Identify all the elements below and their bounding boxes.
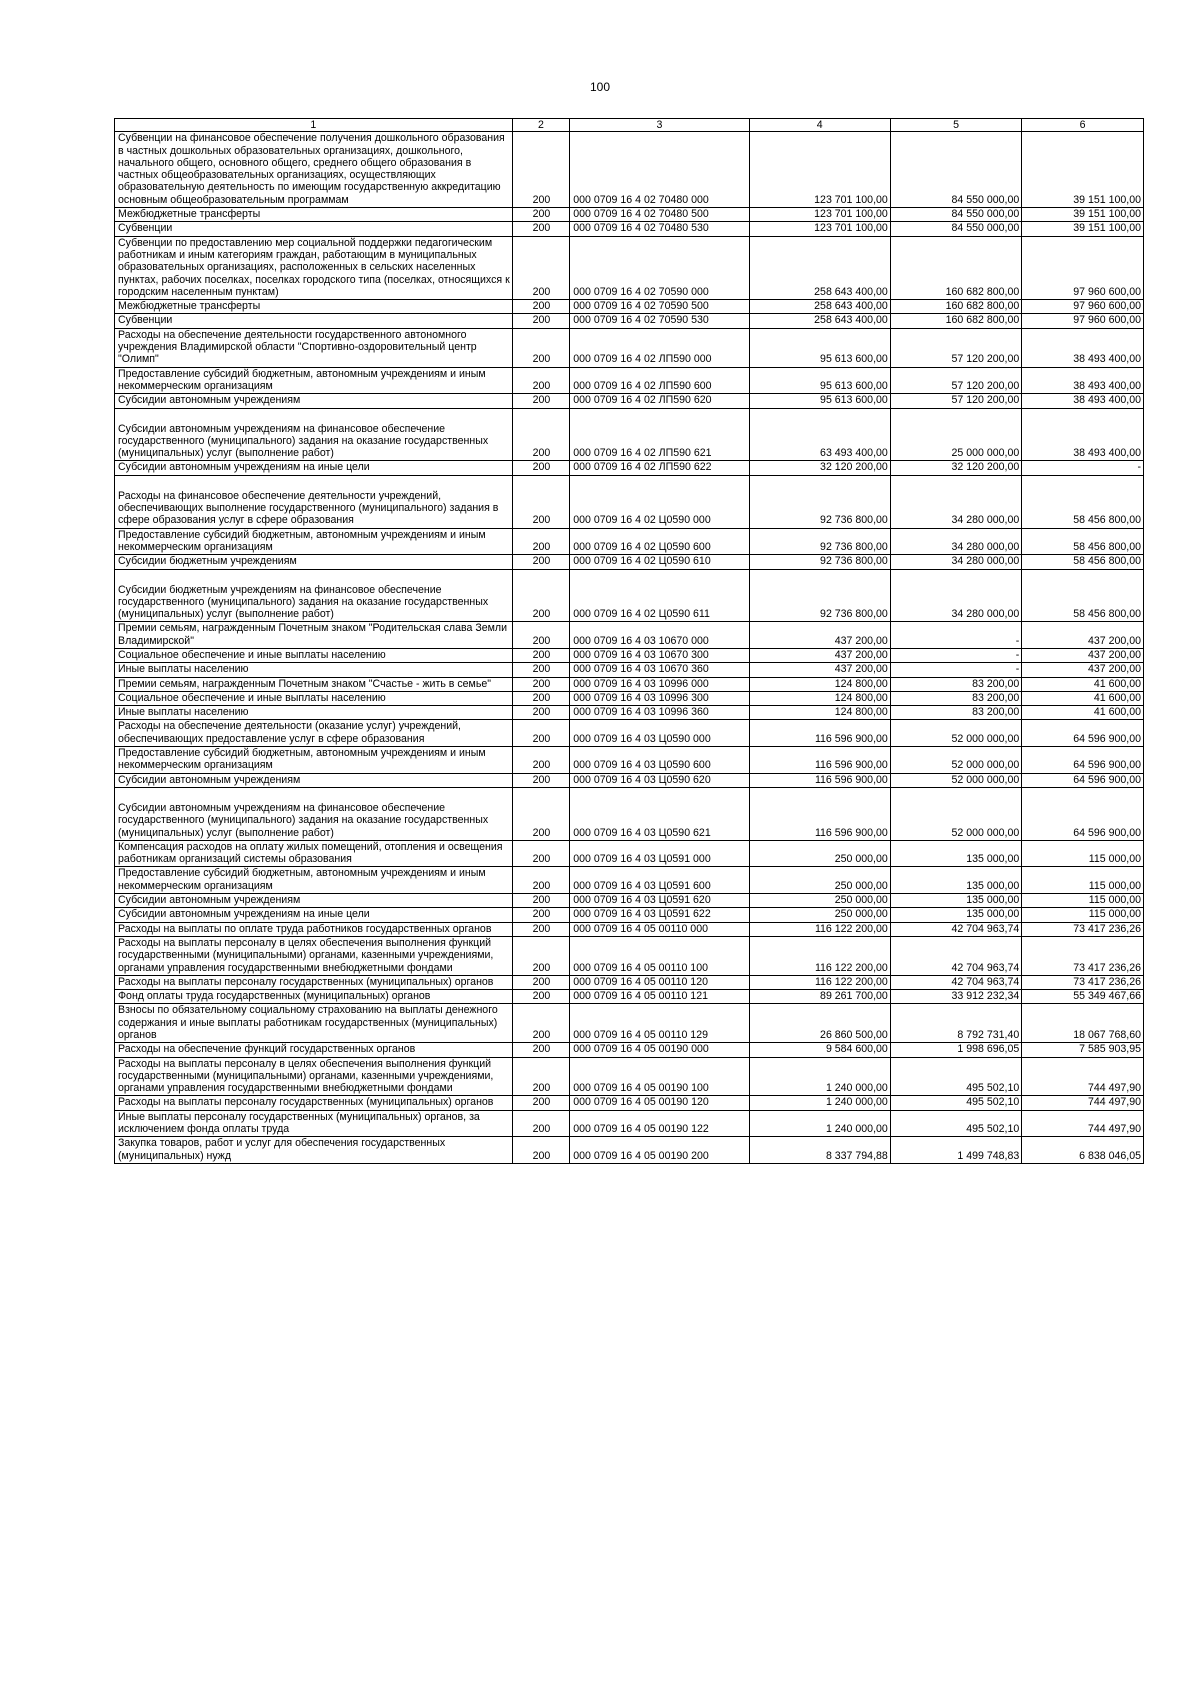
row-description: Закупка товаров, работ и услуг для обеспечения государственных (муниципальных) нужд xyxy=(115,1137,513,1164)
row-budget-code: 000 0709 16 4 05 00190 120 xyxy=(570,1096,749,1110)
row-amount-col6: 18 067 768,60 xyxy=(1022,1004,1144,1043)
column-header-4: 4 xyxy=(749,119,890,132)
row-amount-col5: - xyxy=(890,648,1021,662)
row-amount-col4: 92 736 800,00 xyxy=(749,528,890,555)
table-row xyxy=(115,236,1144,299)
row-budget-code: 000 0709 16 4 05 00190 100 xyxy=(570,1057,749,1096)
row-amount-col4: 9 584 600,00 xyxy=(749,1043,890,1057)
row-amount-col6: 41 600,00 xyxy=(1022,706,1144,720)
table-row xyxy=(115,787,1144,840)
row-code-200: 200 xyxy=(512,475,570,528)
row-description: Иные выплаты персоналу государственных (муниципальных) органов, за исключением фонда оплаты труда xyxy=(115,1110,513,1137)
row-budget-code: 000 0709 16 4 02 70590 500 xyxy=(570,300,749,314)
row-amount-col5: 160 682 800,00 xyxy=(890,300,1021,314)
table-row xyxy=(115,314,1144,328)
row-amount-col6: 64 596 900,00 xyxy=(1022,787,1144,840)
row-amount-col4: 124 800,00 xyxy=(749,691,890,705)
row-description: Субсидии автономным учреждениям на иные цели xyxy=(115,908,513,922)
row-amount-col4: 437 200,00 xyxy=(749,622,890,649)
row-amount-col6: 6 838 046,05 xyxy=(1022,1137,1144,1164)
row-budget-code: 000 0709 16 4 02 Ц0590 000 xyxy=(570,475,749,528)
row-amount-col4: 116 596 900,00 xyxy=(749,773,890,787)
row-code-200: 200 xyxy=(512,663,570,677)
row-description: Взносы по обязательному социальному страхованию на выплаты денежного содержания и иные выплаты работникам государственных (муниципальных) органов xyxy=(115,1004,513,1043)
row-code-200: 200 xyxy=(512,236,570,299)
row-amount-col5: 495 502,10 xyxy=(890,1057,1021,1096)
row-description: Фонд оплаты труда государственных (муниципальных) органов xyxy=(115,990,513,1004)
row-amount-col6: 41 600,00 xyxy=(1022,677,1144,691)
row-description: Субсидии автономным учреждениям xyxy=(115,894,513,908)
table-row xyxy=(115,1137,1144,1164)
row-amount-col6: 744 497,90 xyxy=(1022,1057,1144,1096)
row-description: Расходы на выплаты персоналу в целях обеспечения выполнения функций государственными (муниципальными) органами, казенными учреждениями, органами управления государственными внебюджетными фондами xyxy=(115,936,513,975)
row-description: Иные выплаты населению xyxy=(115,706,513,720)
row-description: Субвенции xyxy=(115,314,513,328)
row-code-200: 200 xyxy=(512,922,570,936)
row-amount-col5: 135 000,00 xyxy=(890,867,1021,894)
row-amount-col4: 26 860 500,00 xyxy=(749,1004,890,1043)
row-amount-col4: 116 122 200,00 xyxy=(749,975,890,989)
table-row xyxy=(115,894,1144,908)
row-code-200: 200 xyxy=(512,867,570,894)
row-description: Субсидии автономным учреждениям на финансовое обеспечение государственного (муниципального) задания на оказание государственных (муниципальных) услуг (выполнение работ) xyxy=(115,787,513,840)
row-amount-col5: 8 792 731,40 xyxy=(890,1004,1021,1043)
row-code-200: 200 xyxy=(512,990,570,1004)
row-code-200: 200 xyxy=(512,208,570,222)
row-code-200: 200 xyxy=(512,461,570,475)
row-budget-code: 000 0709 16 4 05 00110 120 xyxy=(570,975,749,989)
row-amount-col5: 160 682 800,00 xyxy=(890,314,1021,328)
row-amount-col4: 116 122 200,00 xyxy=(749,936,890,975)
row-amount-col5: 495 502,10 xyxy=(890,1110,1021,1137)
row-amount-col4: 124 800,00 xyxy=(749,706,890,720)
row-amount-col6: 58 456 800,00 xyxy=(1022,475,1144,528)
row-amount-col5: 135 000,00 xyxy=(890,908,1021,922)
row-code-200: 200 xyxy=(512,773,570,787)
row-amount-col4: 32 120 200,00 xyxy=(749,461,890,475)
row-code-200: 200 xyxy=(512,1137,570,1164)
row-amount-col6: 744 497,90 xyxy=(1022,1096,1144,1110)
row-amount-col5: 83 200,00 xyxy=(890,691,1021,705)
table-row xyxy=(115,622,1144,649)
table-body xyxy=(115,132,1144,1164)
row-amount-col5: 52 000 000,00 xyxy=(890,773,1021,787)
row-amount-col6: 744 497,90 xyxy=(1022,1110,1144,1137)
row-amount-col4: 95 613 600,00 xyxy=(749,328,890,367)
row-code-200: 200 xyxy=(512,622,570,649)
row-budget-code: 000 0709 16 4 03 Ц0591 000 xyxy=(570,840,749,867)
row-code-200: 200 xyxy=(512,222,570,236)
row-amount-col6: 64 596 900,00 xyxy=(1022,720,1144,747)
table-row xyxy=(115,461,1144,475)
table-row xyxy=(115,975,1144,989)
row-description: Субсидии автономным учреждениям на финансовое обеспечение государственного (муниципального) задания на оказание государственных (муниципальных) услуг (выполнение работ) xyxy=(115,408,513,461)
row-budget-code: 000 0709 16 4 03 10996 360 xyxy=(570,706,749,720)
row-description: Расходы на выплаты персоналу государственных (муниципальных) органов xyxy=(115,1096,513,1110)
row-budget-code: 000 0709 16 4 03 Ц0591 622 xyxy=(570,908,749,922)
row-amount-col6: 58 456 800,00 xyxy=(1022,528,1144,555)
table-row xyxy=(115,1057,1144,1096)
row-code-200: 200 xyxy=(512,677,570,691)
table-row xyxy=(115,328,1144,367)
row-amount-col6: 73 417 236,26 xyxy=(1022,936,1144,975)
table-row xyxy=(115,773,1144,787)
row-description: Иные выплаты населению xyxy=(115,663,513,677)
table-row xyxy=(115,663,1144,677)
table-row xyxy=(115,720,1144,747)
row-budget-code: 000 0709 16 4 05 00110 121 xyxy=(570,990,749,1004)
row-code-200: 200 xyxy=(512,720,570,747)
row-description: Премии семьям, награжденным Почетным знаком "Родительская слава Земли Владимирской" xyxy=(115,622,513,649)
row-description: Субсидии бюджетным учреждениям xyxy=(115,555,513,569)
row-amount-col4: 250 000,00 xyxy=(749,867,890,894)
table-row xyxy=(115,555,1144,569)
row-amount-col5: 52 000 000,00 xyxy=(890,747,1021,774)
row-budget-code: 000 0709 16 4 02 Ц0590 600 xyxy=(570,528,749,555)
row-description: Субсидии автономным учреждениям xyxy=(115,394,513,408)
row-budget-code: 000 0709 16 4 02 Ц0590 611 xyxy=(570,569,749,622)
table-row xyxy=(115,475,1144,528)
row-amount-col4: 258 643 400,00 xyxy=(749,300,890,314)
row-amount-col5: 83 200,00 xyxy=(890,677,1021,691)
table-row xyxy=(115,367,1144,394)
row-amount-col5: 33 912 232,34 xyxy=(890,990,1021,1004)
row-amount-col6: 437 200,00 xyxy=(1022,663,1144,677)
row-amount-col5: 57 120 200,00 xyxy=(890,394,1021,408)
row-amount-col5: - xyxy=(890,663,1021,677)
table-row xyxy=(115,747,1144,774)
row-code-200: 200 xyxy=(512,1004,570,1043)
row-budget-code: 000 0709 16 4 03 10670 300 xyxy=(570,648,749,662)
row-budget-code: 000 0709 16 4 02 ЛП590 620 xyxy=(570,394,749,408)
row-code-200: 200 xyxy=(512,1110,570,1137)
row-amount-col4: 437 200,00 xyxy=(749,648,890,662)
row-amount-col5: 83 200,00 xyxy=(890,706,1021,720)
table-row xyxy=(115,936,1144,975)
row-budget-code: 000 0709 16 4 05 00190 000 xyxy=(570,1043,749,1057)
row-budget-code: 000 0709 16 4 05 00110 000 xyxy=(570,922,749,936)
row-amount-col5: 135 000,00 xyxy=(890,840,1021,867)
row-description: Расходы на выплаты по оплате труда работников государственных органов xyxy=(115,922,513,936)
row-amount-col6: 115 000,00 xyxy=(1022,867,1144,894)
header-row xyxy=(115,119,1144,132)
row-budget-code: 000 0709 16 4 02 70480 000 xyxy=(570,132,749,208)
row-amount-col6: 38 493 400,00 xyxy=(1022,328,1144,367)
table-row xyxy=(115,394,1144,408)
row-amount-col6: 39 151 100,00 xyxy=(1022,222,1144,236)
row-amount-col6: 38 493 400,00 xyxy=(1022,408,1144,461)
row-amount-col4: 92 736 800,00 xyxy=(749,555,890,569)
row-amount-col6: 64 596 900,00 xyxy=(1022,747,1144,774)
row-amount-col6: 58 456 800,00 xyxy=(1022,555,1144,569)
row-amount-col5: 57 120 200,00 xyxy=(890,367,1021,394)
row-amount-col6: 55 349 467,66 xyxy=(1022,990,1144,1004)
row-code-200: 200 xyxy=(512,787,570,840)
row-budget-code: 000 0709 16 4 02 Ц0590 610 xyxy=(570,555,749,569)
row-amount-col5: 160 682 800,00 xyxy=(890,236,1021,299)
row-description: Предоставление субсидий бюджетным, автономным учреждениям и иным некоммерческим организациям xyxy=(115,867,513,894)
row-amount-col5: 84 550 000,00 xyxy=(890,222,1021,236)
column-header-1: 1 xyxy=(115,119,513,132)
page-number: 100 xyxy=(589,80,611,94)
table-row xyxy=(115,677,1144,691)
table-row xyxy=(115,132,1144,208)
row-amount-col5: 34 280 000,00 xyxy=(890,555,1021,569)
row-budget-code: 000 0709 16 4 02 ЛП590 621 xyxy=(570,408,749,461)
row-amount-col6: 58 456 800,00 xyxy=(1022,569,1144,622)
row-budget-code: 000 0709 16 4 05 00110 100 xyxy=(570,936,749,975)
row-code-200: 200 xyxy=(512,300,570,314)
row-amount-col4: 1 240 000,00 xyxy=(749,1110,890,1137)
row-amount-col4: 116 596 900,00 xyxy=(749,720,890,747)
row-description: Премии семьям, награжденным Почетным знаком "Счастье - жить в семье" xyxy=(115,677,513,691)
row-amount-col4: 95 613 600,00 xyxy=(749,394,890,408)
row-budget-code: 000 0709 16 4 02 70590 000 xyxy=(570,236,749,299)
row-budget-code: 000 0709 16 4 03 Ц0590 620 xyxy=(570,773,749,787)
row-budget-code: 000 0709 16 4 03 Ц0590 000 xyxy=(570,720,749,747)
row-budget-code: 000 0709 16 4 02 ЛП590 622 xyxy=(570,461,749,475)
row-budget-code: 000 0709 16 4 02 70480 530 xyxy=(570,222,749,236)
row-amount-col4: 258 643 400,00 xyxy=(749,314,890,328)
row-amount-col6: - xyxy=(1022,461,1144,475)
table-row xyxy=(115,300,1144,314)
row-amount-col6: 73 417 236,26 xyxy=(1022,922,1144,936)
row-description: Субсидии автономным учреждениям на иные цели xyxy=(115,461,513,475)
row-description: Субсидии автономным учреждениям xyxy=(115,773,513,787)
row-amount-col5: 57 120 200,00 xyxy=(890,328,1021,367)
row-amount-col4: 95 613 600,00 xyxy=(749,367,890,394)
row-budget-code: 000 0709 16 4 03 Ц0590 621 xyxy=(570,787,749,840)
row-description: Социальное обеспечение и иные выплаты населению xyxy=(115,648,513,662)
row-amount-col4: 116 122 200,00 xyxy=(749,922,890,936)
row-description: Социальное обеспечение и иные выплаты населению xyxy=(115,691,513,705)
column-header-3: 3 xyxy=(570,119,749,132)
row-amount-col4: 437 200,00 xyxy=(749,663,890,677)
row-code-200: 200 xyxy=(512,894,570,908)
row-code-200: 200 xyxy=(512,555,570,569)
row-description: Предоставление субсидий бюджетным, автономным учреждениям и иным некоммерческим организациям xyxy=(115,747,513,774)
row-budget-code: 000 0709 16 4 03 10996 300 xyxy=(570,691,749,705)
row-amount-col5: - xyxy=(890,622,1021,649)
row-budget-code: 000 0709 16 4 05 00110 129 xyxy=(570,1004,749,1043)
table-row xyxy=(115,867,1144,894)
row-amount-col4: 1 240 000,00 xyxy=(749,1096,890,1110)
row-description: Субсидии бюджетным учреждениям на финансовое обеспечение государственного (муниципального) задания на оказание государственных (муниципальных) услуг (выполнение работ) xyxy=(115,569,513,622)
column-header-6: 6 xyxy=(1022,119,1144,132)
row-code-200: 200 xyxy=(512,408,570,461)
row-amount-col6: 115 000,00 xyxy=(1022,840,1144,867)
row-amount-col6: 97 960 600,00 xyxy=(1022,236,1144,299)
row-amount-col5: 34 280 000,00 xyxy=(890,475,1021,528)
row-description: Расходы на обеспечение деятельности государственного автономного учреждения Владимирской области "Спортивно-оздоровительный центр "Олимп" xyxy=(115,328,513,367)
row-amount-col6: 97 960 600,00 xyxy=(1022,314,1144,328)
table-row xyxy=(115,222,1144,236)
row-description: Субвенции по предоставлению мер социальной поддержки педагогическим работникам и иным категориям граждан, работающим в муниципальных образовательных организациях, расположенных в сельских населенных пунктах, рабочих поселках, поселках городского типа (поселках, относящихся к городским населенным пунктам) xyxy=(115,236,513,299)
row-description: Расходы на финансовое обеспечение деятельности учреждений, обеспечивающих выполнение государственного (муниципального) задания в сфере образования услуг в сфере образования xyxy=(115,475,513,528)
row-code-200: 200 xyxy=(512,975,570,989)
row-amount-col4: 8 337 794,88 xyxy=(749,1137,890,1164)
row-budget-code: 000 0709 16 4 02 70590 530 xyxy=(570,314,749,328)
row-code-200: 200 xyxy=(512,706,570,720)
row-amount-col6: 97 960 600,00 xyxy=(1022,300,1144,314)
row-amount-col5: 42 704 963,74 xyxy=(890,975,1021,989)
row-budget-code: 000 0709 16 4 03 10670 000 xyxy=(570,622,749,649)
row-amount-col6: 64 596 900,00 xyxy=(1022,773,1144,787)
row-amount-col6: 38 493 400,00 xyxy=(1022,367,1144,394)
row-amount-col5: 25 000 000,00 xyxy=(890,408,1021,461)
table-row xyxy=(115,528,1144,555)
row-budget-code: 000 0709 16 4 03 Ц0591 620 xyxy=(570,894,749,908)
budget-table xyxy=(114,118,1144,1164)
row-amount-col5: 52 000 000,00 xyxy=(890,720,1021,747)
row-amount-col5: 495 502,10 xyxy=(890,1096,1021,1110)
table-row xyxy=(115,922,1144,936)
row-code-200: 200 xyxy=(512,840,570,867)
table-row xyxy=(115,408,1144,461)
row-code-200: 200 xyxy=(512,367,570,394)
row-amount-col4: 250 000,00 xyxy=(749,894,890,908)
row-amount-col4: 123 701 100,00 xyxy=(749,208,890,222)
row-amount-col5: 34 280 000,00 xyxy=(890,569,1021,622)
row-amount-col5: 135 000,00 xyxy=(890,894,1021,908)
row-code-200: 200 xyxy=(512,1096,570,1110)
row-budget-code: 000 0709 16 4 03 10996 000 xyxy=(570,677,749,691)
row-amount-col5: 1 998 696,05 xyxy=(890,1043,1021,1057)
row-amount-col4: 1 240 000,00 xyxy=(749,1057,890,1096)
row-description: Предоставление субсидий бюджетным, автономным учреждениям и иным некоммерческим организациям xyxy=(115,528,513,555)
row-budget-code: 000 0709 16 4 05 00190 122 xyxy=(570,1110,749,1137)
row-amount-col5: 84 550 000,00 xyxy=(890,208,1021,222)
row-code-200: 200 xyxy=(512,648,570,662)
table-row xyxy=(115,1096,1144,1110)
row-amount-col5: 42 704 963,74 xyxy=(890,936,1021,975)
row-description: Межбюджетные трансферты xyxy=(115,300,513,314)
row-amount-col6: 39 151 100,00 xyxy=(1022,132,1144,208)
row-code-200: 200 xyxy=(512,1057,570,1096)
row-amount-col4: 116 596 900,00 xyxy=(749,747,890,774)
row-code-200: 200 xyxy=(512,1043,570,1057)
row-code-200: 200 xyxy=(512,569,570,622)
row-amount-col6: 115 000,00 xyxy=(1022,908,1144,922)
row-amount-col4: 124 800,00 xyxy=(749,677,890,691)
row-amount-col4: 116 596 900,00 xyxy=(749,787,890,840)
row-amount-col4: 123 701 100,00 xyxy=(749,132,890,208)
row-amount-col4: 63 493 400,00 xyxy=(749,408,890,461)
table-row xyxy=(115,691,1144,705)
table-row xyxy=(115,990,1144,1004)
row-amount-col4: 92 736 800,00 xyxy=(749,475,890,528)
table-row xyxy=(115,648,1144,662)
row-description: Расходы на выплаты персоналу государственных (муниципальных) органов xyxy=(115,975,513,989)
row-code-200: 200 xyxy=(512,328,570,367)
row-description: Компенсация расходов на оплату жилых помещений, отопления и освещения работникам организаций системы образования xyxy=(115,840,513,867)
row-budget-code: 000 0709 16 4 03 Ц0590 600 xyxy=(570,747,749,774)
table-row xyxy=(115,569,1144,622)
row-amount-col4: 250 000,00 xyxy=(749,908,890,922)
row-amount-col6: 115 000,00 xyxy=(1022,894,1144,908)
row-description: Расходы на обеспечение функций государственных органов xyxy=(115,1043,513,1057)
row-code-200: 200 xyxy=(512,747,570,774)
row-amount-col4: 92 736 800,00 xyxy=(749,569,890,622)
row-amount-col4: 89 261 700,00 xyxy=(749,990,890,1004)
row-budget-code: 000 0709 16 4 02 ЛП590 000 xyxy=(570,328,749,367)
row-description: Субвенции на финансовое обеспечение получения дошкольного образования в частных дошкольных образовательных организациях, дошкольного, начального общего, основного общего, среднего общего образования в частных общеобразовательных организациях, осуществляющих образовательную деятельность по имеющим государственную аккредитацию основным общеобразовательным программам xyxy=(115,132,513,208)
row-budget-code: 000 0709 16 4 05 00190 200 xyxy=(570,1137,749,1164)
row-amount-col6: 437 200,00 xyxy=(1022,648,1144,662)
row-code-200: 200 xyxy=(512,528,570,555)
row-amount-col5: 34 280 000,00 xyxy=(890,528,1021,555)
column-header-5: 5 xyxy=(890,119,1021,132)
column-header-2: 2 xyxy=(512,119,570,132)
row-description: Предоставление субсидий бюджетным, автономным учреждениям и иным некоммерческим организациям xyxy=(115,367,513,394)
row-amount-col6: 73 417 236,26 xyxy=(1022,975,1144,989)
row-code-200: 200 xyxy=(512,314,570,328)
row-amount-col5: 52 000 000,00 xyxy=(890,787,1021,840)
row-amount-col5: 1 499 748,83 xyxy=(890,1137,1021,1164)
table-row xyxy=(115,706,1144,720)
row-amount-col4: 250 000,00 xyxy=(749,840,890,867)
row-amount-col6: 437 200,00 xyxy=(1022,622,1144,649)
row-amount-col6: 41 600,00 xyxy=(1022,691,1144,705)
row-amount-col4: 123 701 100,00 xyxy=(749,222,890,236)
table-row xyxy=(115,1004,1144,1043)
table-row xyxy=(115,908,1144,922)
row-code-200: 200 xyxy=(512,691,570,705)
row-amount-col5: 84 550 000,00 xyxy=(890,132,1021,208)
row-amount-col6: 38 493 400,00 xyxy=(1022,394,1144,408)
row-amount-col6: 39 151 100,00 xyxy=(1022,208,1144,222)
row-code-200: 200 xyxy=(512,132,570,208)
table-row xyxy=(115,1110,1144,1137)
row-amount-col5: 42 704 963,74 xyxy=(890,922,1021,936)
row-code-200: 200 xyxy=(512,936,570,975)
row-budget-code: 000 0709 16 4 02 70480 500 xyxy=(570,208,749,222)
table-row xyxy=(115,1043,1144,1057)
row-description: Расходы на обеспечение деятельности (оказание услуг) учреждений, обеспечивающих предоставление услуг в сфере образования xyxy=(115,720,513,747)
table-row xyxy=(115,840,1144,867)
row-code-200: 200 xyxy=(512,394,570,408)
row-budget-code: 000 0709 16 4 03 10670 360 xyxy=(570,663,749,677)
row-description: Расходы на выплаты персоналу в целях обеспечения выполнения функций государственными (муниципальными) органами, казенными учреждениями, органами управления государственными внебюджетными фондами xyxy=(115,1057,513,1096)
row-amount-col4: 258 643 400,00 xyxy=(749,236,890,299)
row-amount-col5: 32 120 200,00 xyxy=(890,461,1021,475)
row-code-200: 200 xyxy=(512,908,570,922)
row-budget-code: 000 0709 16 4 03 Ц0591 600 xyxy=(570,867,749,894)
table-row xyxy=(115,208,1144,222)
row-description: Субвенции xyxy=(115,222,513,236)
row-description: Межбюджетные трансферты xyxy=(115,208,513,222)
row-budget-code: 000 0709 16 4 02 ЛП590 600 xyxy=(570,367,749,394)
row-amount-col6: 7 585 903,95 xyxy=(1022,1043,1144,1057)
